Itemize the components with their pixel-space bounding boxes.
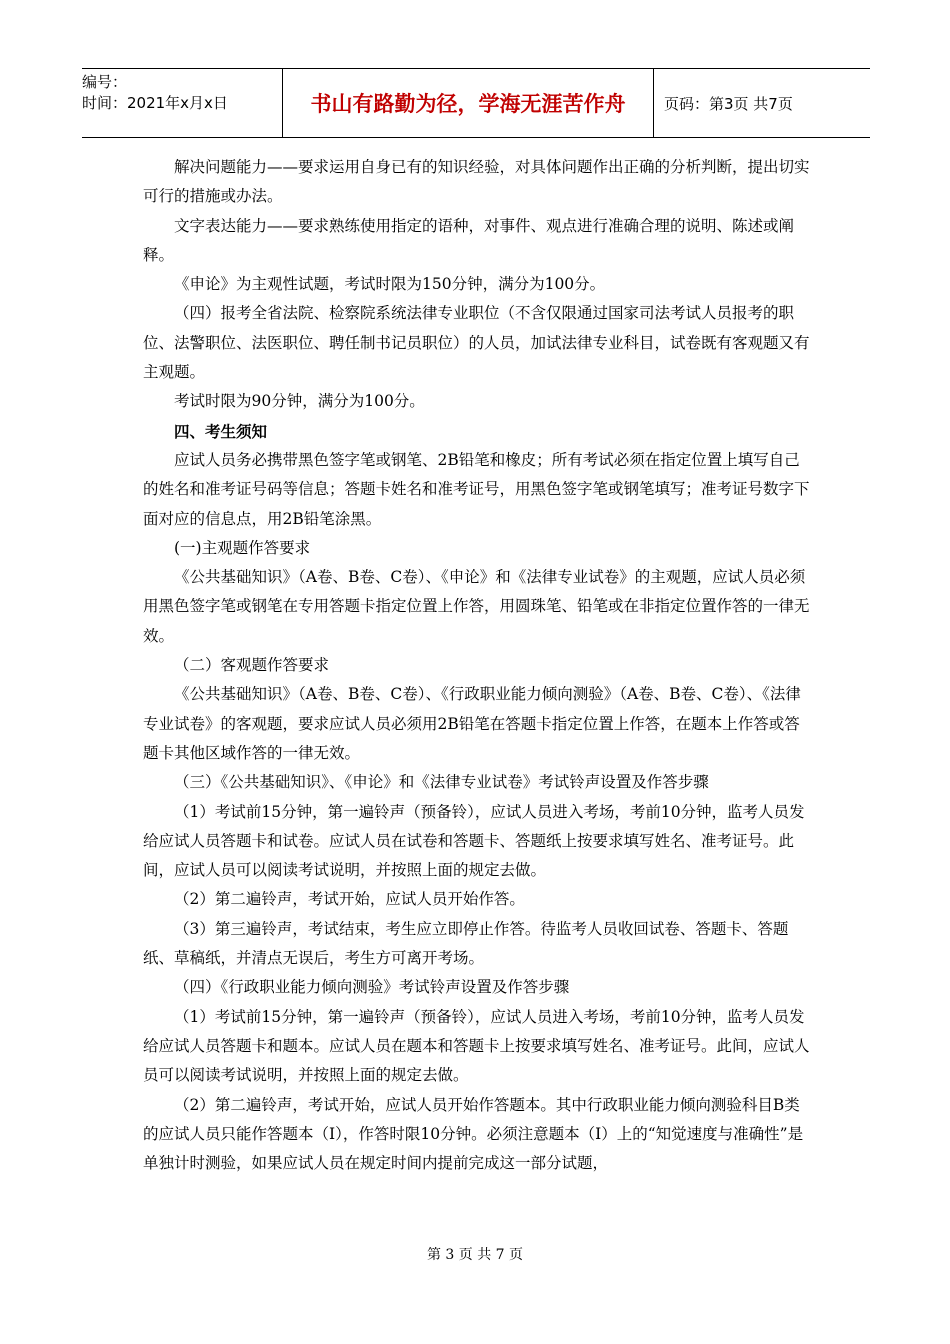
page-footer: 第 3 页 共 7 页 xyxy=(426,1247,524,1263)
subheading: (一)主观题作答要求 xyxy=(174,538,311,557)
page-header xyxy=(82,68,870,138)
paragraph: 《申论》为主观性试题，考试时限为150分钟，满分为100分。 xyxy=(174,275,606,294)
paragraph: 考试时限为90分钟，满分为100分。 xyxy=(174,392,425,411)
subheading: （三）《公共基础知识》、《申论》和《法律专业试卷》考试铃声设置及作答步骤 xyxy=(174,773,709,792)
paragraph: （1）考试前15分钟，第一遍铃声（预备铃），应试人员进入考场，考前10分钟，监考人员发给应试人员答题卡和试卷。应试人员在试卷和答题卡、答题纸上按要求填写姓名、准考证号。此间，应试人员可以阅读考试说明，并按照上面的规定去做。 xyxy=(143,802,805,880)
subheading: （二）客观题作答要求 xyxy=(174,656,330,675)
time-label: 时间：2021年x月x日 xyxy=(82,94,228,112)
paragraph: 文字表达能力——要求熟练使用指定的语种，对事件、观点进行准确合理的说明、陈述或阐释。 xyxy=(143,216,795,264)
section-heading: 四、考生须知 xyxy=(174,421,268,441)
header-meta xyxy=(82,69,282,137)
paragraph: 《公共基础知识》（A卷、B卷、C卷）、《行政职业能力倾向测验》（A卷、B卷、C卷）、《法律专业试卷》的客观题，要求应试人员必须用2B铅笔在答题卡指定位置上作答，在题本上作答或答题卡其他区域作答的一律无效。 xyxy=(143,685,801,762)
header-motto: 书山有路勤为径，学海无涯苦作舟 xyxy=(282,69,654,137)
header-page-label: 页码：第3页 共7页 xyxy=(664,94,793,113)
paragraph: （2）第二遍铃声，考试开始，应试人员开始作答题本。其中行政职业能力倾向测验科目B类的应试人员只能作答题本（Ⅰ），作答时限10分钟。必须注意题本（Ⅰ）上的“知觉速度与准确性”是单独计时测验，如果应试人员在规定时间内提前完成这一部分试题， xyxy=(143,1095,804,1173)
paragraph: 应试人员务必携带黑色签字笔或钢笔、2B铅笔和橡皮；所有考试必须在指定位置上填写自己的姓名和准考证号码等信息；答题卡姓名和准考证号，用黑色签字笔或钢笔填写；准考证号数字下面对应的信息点，用2B铅笔涂黑。 xyxy=(143,450,810,528)
paragraph: （四）报考全省法院、检察院系统法律专业职位（不含仅限通过国家司法考试人员报考的职位、法警职位、法医职位、聘任制书记员职位）的人员，加试法律专业科目，试卷既有客观题又有主观题。 xyxy=(143,304,810,382)
paragraph: 解决问题能力——要求运用自身已有的知识经验，对具体问题作出正确的分析判断，提出切实可行的措施或办法。 xyxy=(143,158,810,206)
subheading: （四）《行政职业能力倾向测验》考试铃声设置及作答步骤 xyxy=(174,978,570,997)
number-label: 编号： xyxy=(82,73,128,91)
paragraph: 《公共基础知识》（A卷、B卷、C卷）、《申论》和《法律专业试卷》的主观题，应试人员必须用黑色签字笔或钢笔在专用答题卡指定位置上作答，用圆珠笔、铅笔或在非指定位置作答的一律无效。 xyxy=(143,568,810,645)
paragraph: （1）考试前15分钟，第一遍铃声（预备铃），应试人员进入考场，考前10分钟，监考人员发给应试人员答题卡和题本。应试人员在题本和答题卡上按要求填写姓名、准考证号。此间，应试人员可以阅读考试说明，并按照上面的规定去做。 xyxy=(143,1007,810,1085)
document-body xyxy=(143,153,811,1178)
paragraph: （3）第三遍铃声，考试结束，考生应立即停止作答。待监考人员收回试卷、答题卡、答题纸、草稿纸，并清点无误后，考生方可离开考场。 xyxy=(143,919,789,968)
paragraph: （2）第二遍铃声，考试开始，应试人员开始作答。 xyxy=(174,890,525,909)
